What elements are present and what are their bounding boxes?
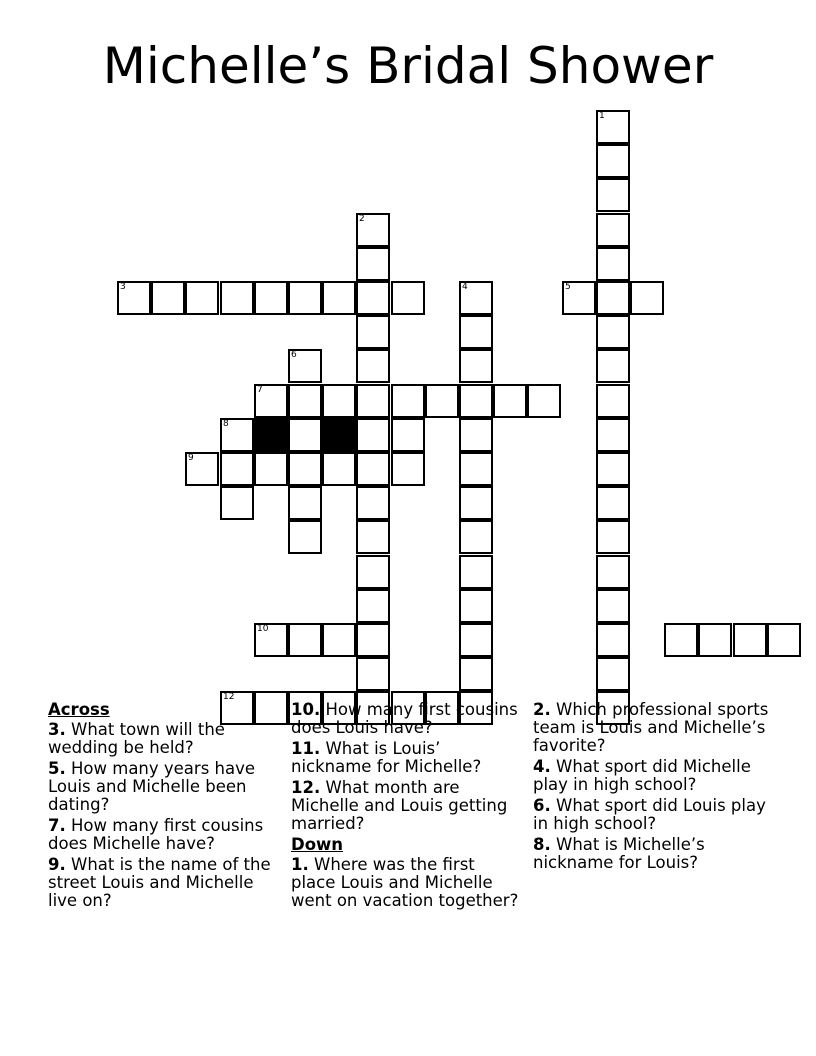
- grid-cell[interactable]: [459, 315, 493, 349]
- grid-cell[interactable]: [356, 657, 390, 691]
- grid-cell[interactable]: [288, 486, 322, 520]
- clue-text: What town will the wedding be held?: [48, 720, 225, 757]
- clue-down-1: [291, 856, 523, 910]
- grid-cell[interactable]: [562, 281, 596, 315]
- clue-number: 4.: [533, 757, 551, 776]
- grid-cell[interactable]: [459, 384, 493, 418]
- cell-number: 2: [359, 214, 365, 224]
- grid-cell[interactable]: [596, 178, 630, 212]
- grid-cell[interactable]: [425, 384, 459, 418]
- clue-text: Which professional sports team is Louis and Michelle’s favorite?: [533, 700, 769, 755]
- grid-cell[interactable]: [596, 384, 630, 418]
- grid-cell[interactable]: [151, 281, 185, 315]
- grid-cell[interactable]: [288, 281, 322, 315]
- grid-cell[interactable]: [527, 384, 561, 418]
- clue-text: What is Michelle’s nickname for Louis?: [533, 835, 705, 872]
- grid-cell[interactable]: [254, 384, 288, 418]
- grid-cell[interactable]: [391, 418, 425, 452]
- grid-cell[interactable]: [391, 452, 425, 486]
- clue-across-9: [48, 856, 280, 910]
- grid-cell[interactable]: [254, 623, 288, 657]
- cell-number: 1: [599, 111, 605, 121]
- clue-text: What sport did Michelle play in high school?: [533, 757, 751, 794]
- clue-text: What is the name of the street Louis and Michelle live on?: [48, 855, 271, 910]
- grid-cell[interactable]: [459, 623, 493, 657]
- grid-cell[interactable]: [185, 452, 219, 486]
- clue-text: What month are Michelle and Louis getting married?: [291, 778, 508, 833]
- grid-cell[interactable]: [288, 384, 322, 418]
- cell-number: 12: [223, 692, 235, 702]
- cell-number: 4: [462, 282, 468, 292]
- clue-text: How many first cousins does Louis have?: [291, 700, 518, 737]
- grid-cell[interactable]: [596, 247, 630, 281]
- clue-text: How many years have Louis and Michelle been dating?: [48, 759, 256, 814]
- across-heading: Across: [48, 700, 110, 719]
- clues-column-1: [48, 701, 280, 913]
- clue-number: 6.: [533, 796, 551, 815]
- grid-cell[interactable]: [356, 555, 390, 589]
- grid-cell[interactable]: [220, 452, 254, 486]
- grid-cell[interactable]: [596, 657, 630, 691]
- grid-cell[interactable]: [356, 520, 390, 554]
- grid-cell[interactable]: [220, 486, 254, 520]
- clue-number: 3.: [48, 720, 66, 739]
- grid-cell[interactable]: [322, 384, 356, 418]
- grid-cell[interactable]: [459, 281, 493, 315]
- grid-cell[interactable]: [596, 418, 630, 452]
- grid-cell[interactable]: [596, 520, 630, 554]
- grid-cell[interactable]: [220, 281, 254, 315]
- clue-across-7: [48, 817, 280, 853]
- cell-number: 6: [291, 350, 297, 360]
- grid-cell[interactable]: [596, 555, 630, 589]
- grid-cell[interactable]: [288, 623, 322, 657]
- grid-cell[interactable]: [459, 452, 493, 486]
- cell-number: 5: [565, 282, 571, 292]
- grid-cell[interactable]: [596, 589, 630, 623]
- grid-cell[interactable]: [630, 281, 664, 315]
- grid-cell[interactable]: [356, 452, 390, 486]
- grid-cell[interactable]: [356, 589, 390, 623]
- clue-across-12: [291, 779, 523, 833]
- clue-text: How many first cousins does Michelle have?: [48, 816, 264, 853]
- grid-cell[interactable]: [356, 281, 390, 315]
- grid-cell[interactable]: [322, 281, 356, 315]
- grid-cell[interactable]: [459, 486, 493, 520]
- grid-cell[interactable]: [322, 452, 356, 486]
- clue-number: 1.: [291, 855, 309, 874]
- grid-cell[interactable]: [459, 418, 493, 452]
- grid-cell[interactable]: [356, 418, 390, 452]
- page-title: Michelle’s Bridal Shower: [102, 37, 714, 95]
- clue-number: 8.: [533, 835, 551, 854]
- grid-cell[interactable]: [288, 520, 322, 554]
- grid-cell[interactable]: [356, 486, 390, 520]
- grid-cell[interactable]: [391, 384, 425, 418]
- grid-cell[interactable]: [356, 384, 390, 418]
- grid-cell[interactable]: [459, 520, 493, 554]
- clue-down-2: [533, 701, 773, 755]
- grid-cell[interactable]: [356, 349, 390, 383]
- grid-cell[interactable]: [391, 281, 425, 315]
- grid-cell[interactable]: [767, 623, 801, 657]
- cell-number: 3: [120, 282, 126, 292]
- grid-cell[interactable]: [185, 281, 219, 315]
- grid-cell[interactable]: [596, 349, 630, 383]
- grid-cell[interactable]: [288, 452, 322, 486]
- clue-across-10: [291, 701, 523, 737]
- grid-cell[interactable]: [254, 452, 288, 486]
- clue-across-11: [291, 740, 523, 776]
- grid-cell[interactable]: [596, 110, 630, 144]
- grid-cell[interactable]: [356, 213, 390, 247]
- clue-across-5: [48, 760, 280, 814]
- grid-cell[interactable]: [322, 623, 356, 657]
- black-square: [254, 418, 288, 452]
- grid-cell[interactable]: [459, 657, 493, 691]
- clue-down-6: [533, 797, 773, 833]
- grid-cell[interactable]: [288, 349, 322, 383]
- cell-number: 8: [223, 419, 229, 429]
- clue-number: 7.: [48, 816, 66, 835]
- grid-cell[interactable]: [596, 144, 630, 178]
- down-heading: Down: [291, 835, 344, 854]
- clue-number: 2.: [533, 700, 551, 719]
- grid-cell[interactable]: [220, 418, 254, 452]
- grid-cell[interactable]: [117, 281, 151, 315]
- clue-down-4: [533, 758, 773, 794]
- grid-cell[interactable]: [596, 623, 630, 657]
- grid-cell[interactable]: [356, 247, 390, 281]
- grid-cell[interactable]: [698, 623, 732, 657]
- grid-cell[interactable]: [596, 452, 630, 486]
- grid-cell[interactable]: [664, 623, 698, 657]
- clue-down-8: [533, 836, 773, 872]
- clue-number: 5.: [48, 759, 66, 778]
- clue-text: What is Louis’ nickname for Michelle?: [291, 739, 482, 776]
- cell-number: 10: [257, 624, 269, 634]
- clue-text: Where was the first place Louis and Michelle went on vacation together?: [291, 855, 519, 910]
- clue-number: 10.: [291, 700, 321, 719]
- cell-number: 9: [188, 453, 194, 463]
- grid-cell[interactable]: [288, 418, 322, 452]
- clues-column-3: [533, 701, 773, 875]
- clues-column-2: [291, 701, 523, 913]
- grid-cell[interactable]: [459, 349, 493, 383]
- grid-cell[interactable]: [596, 213, 630, 247]
- cell-number: 7: [257, 385, 263, 395]
- grid-cell[interactable]: [733, 623, 767, 657]
- grid-cell[interactable]: [493, 384, 527, 418]
- grid-cell[interactable]: [459, 589, 493, 623]
- clue-number: 9.: [48, 855, 66, 874]
- grid-cell[interactable]: [356, 623, 390, 657]
- grid-cell[interactable]: [254, 281, 288, 315]
- grid-cell[interactable]: [596, 486, 630, 520]
- clue-number: 12.: [291, 778, 321, 797]
- grid-cell[interactable]: [596, 281, 630, 315]
- grid-cell[interactable]: [356, 315, 390, 349]
- clue-number: 11.: [291, 739, 321, 758]
- grid-cell[interactable]: [596, 315, 630, 349]
- clue-text: What sport did Louis play in high school?: [533, 796, 766, 833]
- black-square: [322, 418, 356, 452]
- clue-across-3: [48, 721, 280, 757]
- grid-cell[interactable]: [459, 555, 493, 589]
